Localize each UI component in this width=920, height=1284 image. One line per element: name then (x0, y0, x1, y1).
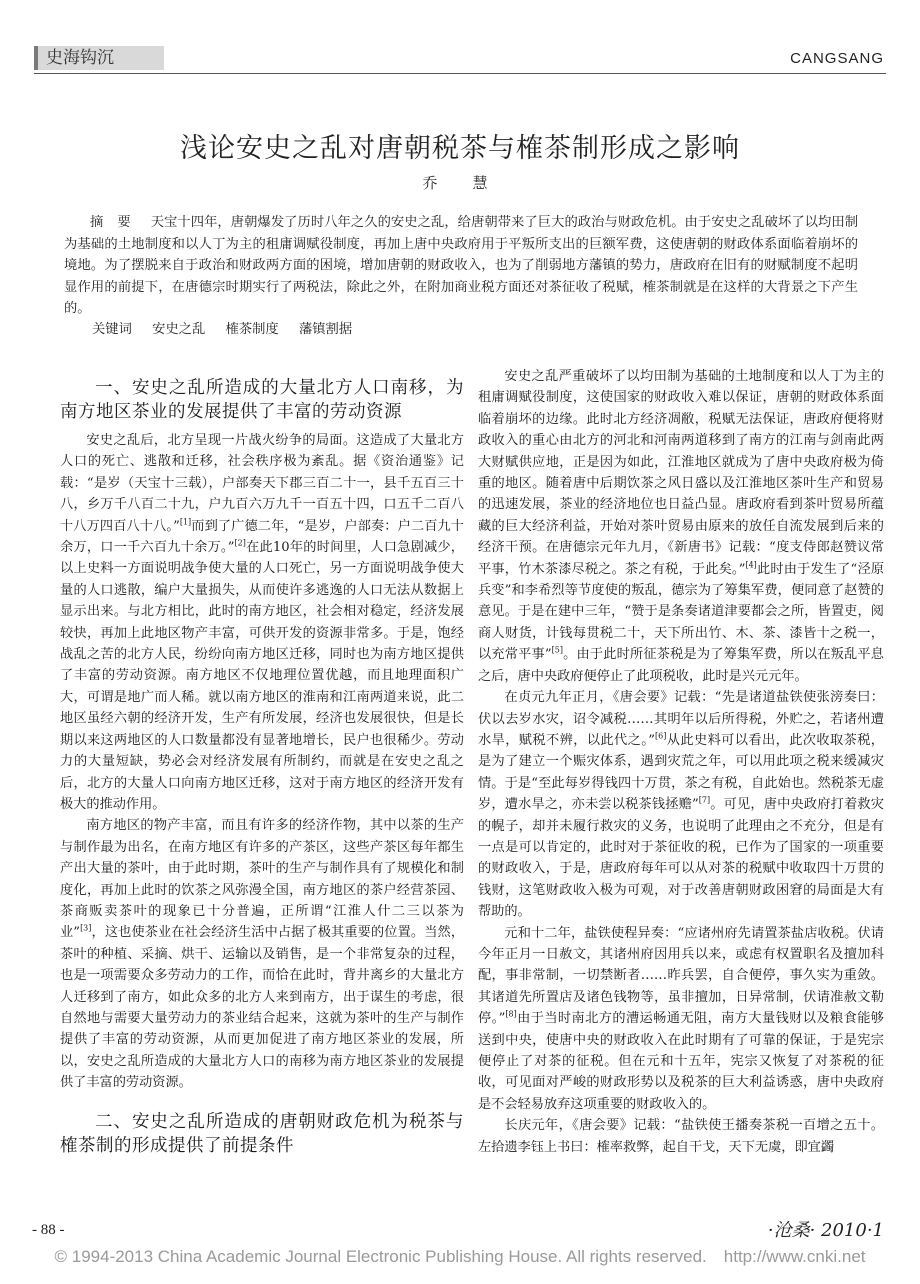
keywords (92, 318, 368, 337)
journal-mark: ·沧桑· 2010·1 (767, 1220, 884, 1241)
citation-ref: [6] (655, 731, 667, 741)
abstract-label: 摘要 (90, 215, 145, 230)
article-title: 浅论安史之乱对唐朝税茶与榷茶制形成之影响 (180, 133, 740, 165)
text-run: 安史之乱严重破坏了以均田制为基础的土地制度和以人丁为主的租庸调赋役制度，这使国家的财政收入难以保证，唐朝的财政体系面临着崩坏的边缘。此时北方经济凋敝，税赋无法保证，唐政府便将财政收入的重心由北方的河北和河南两道移到了南方的江南与剑南此两大财赋供应地，正是因为如此，江淮地区就成为了唐中央政府极为倚重的地区。随着唐中后期饮茶之风日盛以及江淮地区茶叶生产和贸易的迅速发展，茶业的经济地位也日益凸显。唐政府看到茶叶贸易所蕴藏的巨大经济利益，开始对茶叶贸易由原来的放任自流发展到后来的经济干预。在唐德宗元年九月，《新唐书》记载：“度支侍郎赵赞议常平事，竹木茶漆尽税之。茶之有税，于此矣。” (478, 369, 884, 577)
left-column (60, 366, 464, 1164)
citation-ref: [8] (505, 1009, 517, 1019)
article-author: 乔 慧 (422, 174, 498, 192)
paragraph (60, 430, 464, 815)
text-run: 由于当时南北方的漕运畅通无阻，南方大量钱财以及粮食能够送到中央，使唐中央的财政收入在此时期有了可靠的保证，于是宪宗便停止了对茶的征税。但在元和十五年，宪宗又恢复了对茶税的征收，可见面对严峻的财政形势以及税茶的巨大利益诱惑，唐中央政府是不会轻易放弃这项重要的财政收入的。 (478, 1011, 884, 1112)
right-column (478, 366, 884, 1158)
citation-ref: [3] (80, 923, 92, 933)
text-run: 。可见，唐中央政府打着救灾的幌子，却并未履行救灾的义务，也说明了此理由之不充分，但是有一点是可以肯定的，此时对于茶征收的税，已作为了国家的一项重要的财政收入，于是，唐政府每年可以从对茶的税赋中收取四十万贯的钱财，这笔财政收入极为可观，对于改善唐朝财政困窘的局面是大有帮助的。 (478, 797, 884, 920)
text-run: 在贞元九年正月，《唐会要》记载：“先是诸道盐铁使张滂奏曰：伏以去岁水灾，诏令减税……其明年以后所得税，外贮之，若诸州遭水旱，赋税不辨，以此代之。” (478, 690, 884, 748)
page-number: - 88 - (32, 1222, 65, 1238)
keyword-3: 藩镇割据 (298, 322, 353, 337)
citation-ref: [4] (745, 560, 757, 570)
text-run: 而到了广德二年，“是岁，户部奏：户二百九十余万，口一千六百九十余万。” (60, 518, 464, 556)
section-heading-2: 二、安史之乱所造成的唐朝财政危机为税茶与榷茶制的形成提供了前提条件 (60, 1111, 464, 1156)
paragraph (478, 1115, 884, 1158)
text-run: 元和十二年，盐铁使程异奏：“应诸州府先请置茶盐店收税。伏请今年正月一日赦文，其诸州府因用兵以来，或虑有权置职名及擅加科配，事非常制，一切禁断者……昨兵罢，自合便停，事久实为重敛。其诸道先所置店及诸色钱物等，虽非擅加，日异常制，伏请准赦文勒停。” (478, 925, 884, 1027)
paragraph (478, 687, 884, 922)
text-run: 。由于此时所征茶税是为了筹集军费，所以在叛乱平息之后，唐中央政府便停止了此项税收，此时是兴元元年。 (478, 647, 884, 684)
section-tag: 史海钩沉 (34, 46, 164, 70)
keyword-1: 安史之乱 (152, 322, 206, 337)
text-run: 从此史料可以看出，此次收取茶税，是为了建立一个赈灾体系，遇到灾荒之年，可以用此项之税来缓减灾情。于是“至此每岁得钱四十万贯，茶之有税，自此始也。然税茶无虚岁，遭水旱之，亦未尝以税茶钱拯赡” (478, 732, 884, 813)
citation-ref: [5] (551, 645, 563, 655)
abstract (64, 212, 858, 320)
copyright-watermark: © 1994-2013 China Academic Journal Electronic Publishing House. All rights reserved. http://www.cnki.net (54, 1247, 866, 1266)
citation-ref: [2] (234, 538, 246, 548)
abstract-text: 天宝十四年，唐朝爆发了历时八年之久的安史之乱，给唐朝带来了巨大的政治与财政危机。由于安史之乱破坏了以均田制为基础的土地制度和以人丁为主的租庸调赋役制度，再加上唐中央政府用于平叛所支出的巨额军费，这使唐朝的财政体系面临着崩坏的境地。为了摆脱来自于政治和财政两方面的困境，增加唐朝的财政收入，也为了削弱地方藩镇的势力，唐政府在旧有的财赋制度不起明显作用的前提下，在唐德宗时期实行了两税法，除此之外，在附加商业税方面还对茶征收了税赋，榷茶制就是在这样的大背景之下产生的。 (64, 215, 859, 316)
text-run: 南方地区的物产丰富，而且有许多的经济作物，其中以茶的生产与制作最为出名，在南方地区有许多的产茶区，这些产茶区每年都生产出大量的茶叶，由于此时期，茶叶的生产与制作具有了规模化和制度化，再加上此时的饮茶之风弥漫全国，南方地区的茶户经营茶园、茶商贩卖茶叶的现象已十分普遍，正所谓“江淮人什二三以茶为业” (60, 818, 464, 941)
paragraph (60, 815, 464, 1093)
citation-ref: [1] (179, 517, 192, 527)
text-run: ，这也使茶业在社会经济生活中占据了极其重要的位置。当然，茶叶的种植、采摘、烘干、运输以及销售，是一个非常复杂的过程，也是一项需要众多劳动力的工作，而恰在此时，背井离乡的大量北方人迁移到了南方，如此众多的北方人来到南方，出于谋生的考虑，很自然地与需要大量劳动力的茶业结合起来，这就为茶叶的生产与制作提供了丰富的劳动资源，从而更加促进了南方地区茶业的发展，所以，安史之乱所造成的大量北方人口的南移为南方地区茶业的发展提供了丰富的劳动资源。 (60, 925, 465, 1091)
text-run: 安史之乱后，北方呈现一片战火纷争的局面。这造成了大量北方人口的死亡、逃散和迁移，社会秩序极为紊乱。据《资治通鉴》记载：“是岁（天宝十三载），户部奏天下郡三百二十一，县千五百三十八，乡万千八百二十九，户九百六万九千一百五十四，口五千二百八十八万四百八十八。” (60, 433, 464, 534)
keyword-2: 榷茶制度 (225, 322, 279, 337)
text-run: 长庆元年，《唐会要》记载：“盐铁使王播奏茶税一百增之五十。左拾遗李钰上书曰：榷率救弊，起自干戈，天下无虞，即宜蠲 (478, 1118, 884, 1155)
section-heading-1: 一、安史之乱所造成的大量北方人口南移，为南方地区茶业的发展提供了丰富的劳动资源 (60, 378, 464, 422)
paragraph (478, 923, 884, 1116)
text-run: 此时由于发生了“泾原兵变”和李希烈等节度使的叛乱，德宗为了筹集军费，便同意了赵赞的意见。于是在建中三年，“赞于是条奏诸道津要都会之所，皆置吏，阅商人财货，计钱每贯税二十，天下所出竹、木、茶、漆皆十之税一，以充常平事” (478, 561, 885, 663)
text-run: 在此10年的时间里，人口急剧减少，以上史料一方面说明战争使大量的人口死亡，另一方面说明战争使大量的人口逃散，编户大量损失，从而使许多逃逸的人口无法从数据上显示出来。与北方相比，此时的南方地区，社会相对稳定，经济发展较快，再加上此地区物产丰富，可供开发的资源非常多。于是，饱经战乱之苦的北方人民，纷纷向南方地区迁移，同时也为南方地区提供了丰富的劳动资源。南方地区不仅地理位置优越，而且地理面积广大，可谓是地广而人稀。就以南方地区的淮南和江南两道来说，此二地区虽经六朝的经济开发，生产有所发展，经济也发展很快，但是长期以来这两地区的人口数量都没有显著地增长，民户也很稀少。劳动力的大量短缺，势必会对经济发展有所制约，而就是在安史之乱之后，北方的大量人口向南方地区迁移，这对于南方地区的经济开发有极大的推动作用。 (60, 540, 464, 812)
citation-ref: [7] (698, 795, 711, 805)
paragraph (478, 366, 884, 687)
keywords-label: 关键词 (92, 322, 132, 337)
column-name: CANGSANG (790, 50, 884, 67)
header-rule (34, 73, 886, 74)
